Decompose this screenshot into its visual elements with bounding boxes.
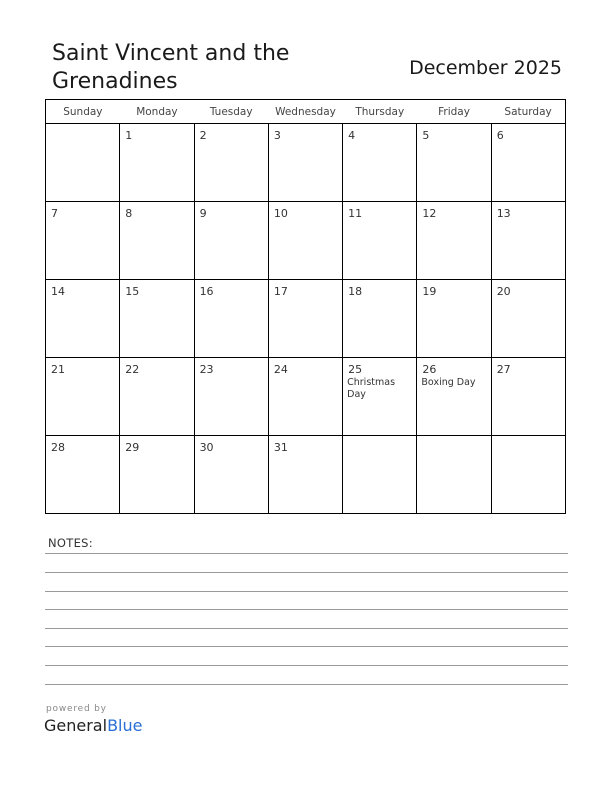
powered-by-text: powered by (46, 704, 107, 714)
weekday-header-wednesday: Wednesday (268, 100, 342, 124)
weekday-header-friday: Friday (417, 100, 491, 124)
day-cell-5 (417, 124, 491, 202)
day-number: 27 (496, 363, 511, 376)
note-line (45, 609, 568, 610)
day-number: 6 (496, 129, 504, 142)
day-cell-18 (343, 280, 417, 358)
day-number: 20 (496, 285, 511, 298)
week-row (46, 280, 566, 358)
day-number: 3 (273, 129, 281, 142)
day-cell-12 (417, 202, 491, 280)
day-number: 30 (199, 441, 214, 454)
weekday-header-tuesday: Tuesday (194, 100, 268, 124)
note-line (45, 684, 568, 685)
day-cell-27 (491, 358, 565, 436)
day-number: 23 (199, 363, 214, 376)
weekday-header-sunday: Sunday (46, 100, 120, 124)
empty-day-cell (46, 124, 120, 202)
day-number: 25 (348, 363, 363, 376)
day-number: 21 (51, 363, 65, 376)
day-number: 8 (125, 207, 133, 220)
day-number: 29 (125, 441, 140, 454)
day-number: 10 (273, 207, 288, 220)
day-number: 22 (125, 363, 140, 376)
day-number: 24 (273, 363, 288, 376)
weekday-header-thursday: Thursday (343, 100, 417, 124)
day-cell-23 (194, 358, 268, 436)
brand-general-text: General (44, 716, 108, 735)
day-number: 17 (273, 285, 288, 298)
week-row (46, 436, 566, 514)
day-cell-20 (491, 280, 565, 358)
empty-day-cell (343, 436, 417, 514)
brand-blue-text: Blue (107, 716, 143, 735)
day-number: 15 (125, 285, 140, 298)
day-cell-10 (268, 202, 342, 280)
day-cell-9 (194, 202, 268, 280)
note-line (45, 572, 568, 573)
empty-day-cell (491, 436, 565, 514)
day-cell-19 (417, 280, 491, 358)
day-number: 28 (51, 441, 65, 454)
day-cell-14 (46, 280, 120, 358)
day-number: 4 (348, 129, 356, 142)
calendar-grid (45, 99, 566, 514)
note-line (45, 591, 568, 592)
day-cell-30 (194, 436, 268, 514)
week-row (46, 202, 566, 280)
calendar-month-title: December 2025 (409, 57, 562, 79)
day-cell-22 (120, 358, 194, 436)
holiday-label: Boxing Day (421, 377, 476, 388)
calendar-country-title: Saint Vincent and the Grenadines (52, 41, 290, 94)
note-line (45, 628, 568, 629)
day-number: 11 (348, 207, 363, 220)
day-number: 26 (422, 363, 437, 376)
day-number: 16 (199, 285, 214, 298)
day-cell-25 (343, 358, 417, 436)
day-number: 19 (422, 285, 437, 298)
calendar-body (46, 124, 566, 514)
day-cell-13 (491, 202, 565, 280)
day-cell-17 (268, 280, 342, 358)
day-cell-11 (343, 202, 417, 280)
notes-label: NOTES: (48, 536, 93, 550)
day-cell-26 (417, 358, 491, 436)
day-number: 2 (199, 129, 207, 142)
day-number: 7 (51, 207, 58, 220)
generalblue-logo (44, 716, 142, 736)
day-number: 5 (422, 129, 430, 142)
day-number: 9 (199, 207, 207, 220)
day-cell-7 (46, 202, 120, 280)
day-number: 18 (348, 285, 363, 298)
note-line (45, 665, 568, 666)
note-line (45, 553, 568, 554)
day-cell-29 (120, 436, 194, 514)
week-row (46, 358, 566, 436)
empty-day-cell (417, 436, 491, 514)
day-cell-16 (194, 280, 268, 358)
day-cell-21 (46, 358, 120, 436)
day-cell-24 (268, 358, 342, 436)
day-number: 1 (125, 129, 133, 142)
day-cell-2 (194, 124, 268, 202)
holiday-label: Christmas Day (347, 377, 396, 400)
day-cell-3 (268, 124, 342, 202)
weekday-header-monday: Monday (120, 100, 194, 124)
day-cell-31 (268, 436, 342, 514)
day-cell-28 (46, 436, 120, 514)
day-number: 14 (51, 285, 65, 298)
day-number: 31 (273, 441, 288, 454)
day-cell-8 (120, 202, 194, 280)
note-line (45, 646, 568, 647)
weekday-header-row (46, 100, 566, 124)
weekday-header-saturday: Saturday (491, 100, 565, 124)
day-cell-1 (120, 124, 194, 202)
day-cell-6 (491, 124, 565, 202)
day-cell-15 (120, 280, 194, 358)
day-cell-4 (343, 124, 417, 202)
day-number: 13 (496, 207, 511, 220)
day-number: 12 (422, 207, 437, 220)
week-row (46, 124, 566, 202)
